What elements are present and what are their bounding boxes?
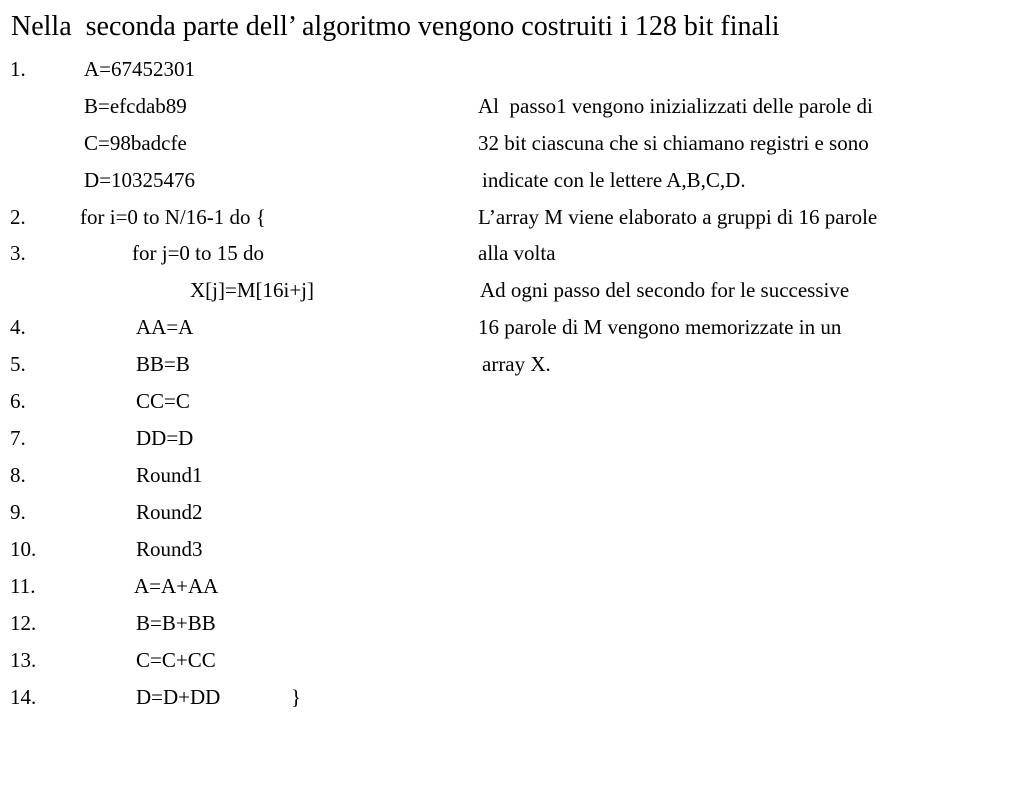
slide-title: Nella seconda parte dell’ algoritmo vengono costruiti i 128 bit finali (11, 11, 780, 42)
note-line: Ad ogni passo del secondo for le successive (480, 278, 850, 302)
algorithm-line (0, 574, 219, 598)
algorithm-line (0, 241, 264, 265)
line-number: 12. (10, 611, 37, 635)
note-line: indicate con le lettere A,B,C,D. (482, 168, 746, 192)
line-number: 9. (10, 500, 26, 524)
line-code: B=B+BB (136, 611, 216, 635)
line-number: 1. (10, 57, 26, 81)
algorithm-line (0, 611, 216, 635)
line-code: Round1 (136, 463, 203, 487)
line-number: 4. (10, 315, 26, 339)
line-number: 8. (10, 463, 26, 487)
algorithm-line (0, 389, 190, 413)
note-line: 32 bit ciascuna che si chiamano registri e sono (478, 131, 869, 155)
note-line: L’array M viene elaborato a gruppi di 16 parole (478, 205, 878, 229)
note-line: 16 parole di M vengono memorizzate in un (478, 315, 842, 339)
line-code: Round3 (136, 537, 203, 561)
line-code: BB=B (136, 352, 190, 376)
line-number: 10. (10, 537, 37, 561)
algorithm-line (0, 94, 187, 118)
line-number: 2. (10, 205, 26, 229)
algorithm-line (0, 131, 187, 155)
algorithm-line (0, 278, 315, 302)
line-code: AA=A (136, 315, 194, 339)
note-line: Al passo1 vengono inizializzati delle parole di (478, 94, 873, 118)
line-number: 3. (10, 241, 26, 265)
line-number: 13. (10, 648, 37, 672)
algorithm-line (0, 315, 194, 339)
note-line: alla volta (478, 241, 556, 265)
line-code: X[j]=M[16i+j] (190, 278, 315, 302)
algorithm-line (0, 463, 203, 487)
line-code: Round2 (136, 500, 203, 524)
line-code: for j=0 to 15 do (132, 241, 264, 265)
line-code: DD=D (136, 426, 194, 450)
algorithm-line (0, 685, 302, 709)
line-number: 7. (10, 426, 26, 450)
line-number: 11. (10, 574, 36, 598)
line-number: 14. (10, 685, 37, 709)
algorithm-line (0, 57, 196, 81)
line-number: 6. (10, 389, 26, 413)
line-code: B=efcdab89 (84, 94, 187, 118)
algorithm-line (0, 648, 216, 672)
line-code: C=98badcfe (84, 131, 187, 155)
note-line: array X. (482, 352, 551, 376)
closing-brace: } (291, 685, 302, 709)
algorithm-line (0, 205, 266, 229)
line-code: D=D+DD (136, 685, 221, 709)
algorithm-line (0, 500, 203, 524)
line-code: A=67452301 (84, 57, 196, 81)
line-code: for i=0 to N/16-1 do { (80, 205, 266, 229)
line-code: C=C+CC (136, 648, 216, 672)
algorithm-line (0, 168, 196, 192)
algorithm-line (0, 426, 194, 450)
algorithm-line (0, 352, 190, 376)
line-code: CC=C (136, 389, 190, 413)
algorithm-line (0, 537, 203, 561)
line-number: 5. (10, 352, 26, 376)
line-code: A=A+AA (134, 574, 219, 598)
line-code: D=10325476 (84, 168, 196, 192)
